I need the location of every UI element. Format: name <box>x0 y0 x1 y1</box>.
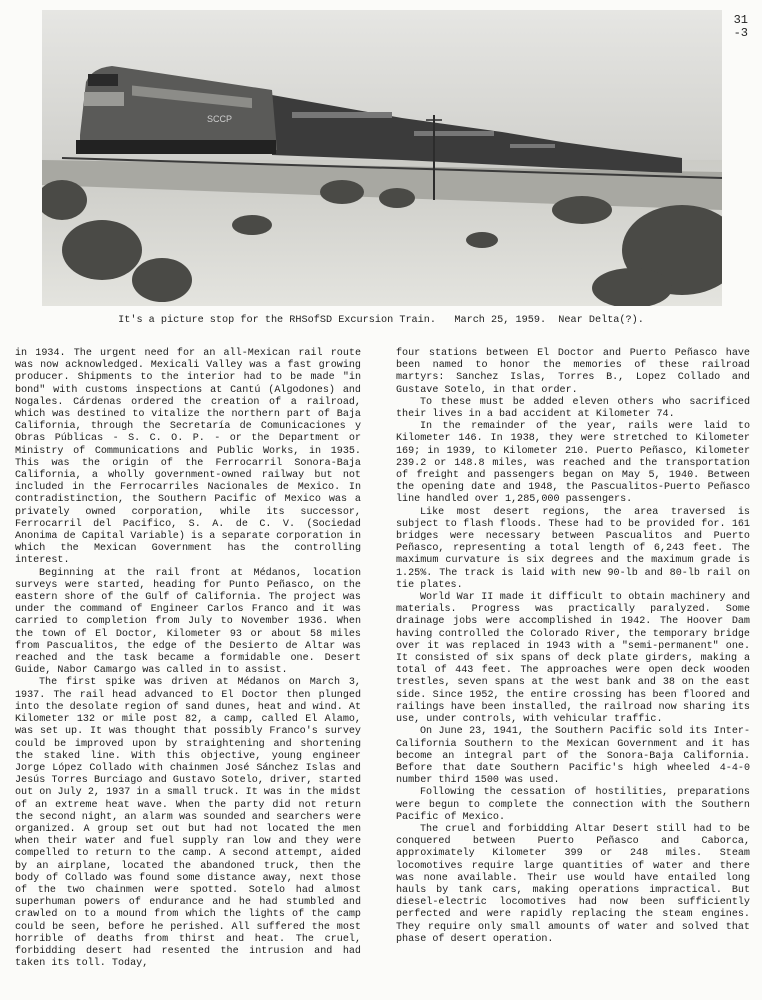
page-number <box>734 14 748 40</box>
photo-caption: It's a picture stop for the RHSofSD Excursion Train. March 25, 1959. Near Delta(?). <box>118 315 644 326</box>
right-paragraph-3: In the remainder of the year, rails were laid to Kilometer 146. In 1938, they were stretched to Kilometer 169; in 1939, to Kilometer 210. Puerto Peñasco, Kilometer 239.2 or 148.8 miles, was reached and the transportation of freight and passengers began on May 5, 1940. Between the opening date and 1948, the Pascualitos-Puerto Peñasco line handled over 1,285,000 passengers. <box>396 421 750 506</box>
right-paragraph-1: four stations between El Doctor and Puerto Peñasco have been named to honor the memories of these railroad martyrs: Sanchez Islas, Torres B., Lopez Collado and Gustave Sotelo, in that order. <box>396 348 750 396</box>
locomotive-label: SCCP <box>207 114 233 124</box>
left-paragraph-3: The first spike was driven at Médanos on March 3, 1937. The rail head advanced to El Doctor then plunged into the desolate region of sand dunes, heat and wind. At Kilometer 132 or mile post 82, a camp, called El Alamo, was set up. It was thought that possibly Franco's survey could be improved upon by straightening and shortening the staked line. With this objective, young engineer Jorge López Collado with chainmen José Sánchez Islas and Jesús Torres Burciago and Gustavo Sotelo, driver, started out on July 2, 1937 in a small truck. It was in the midst of an extreme heat wave. When the party did not return the second night, an alarm was sounded and searchers were organized. A group set out but had not located the men when their water and fuel supply ran low and they were compelled to return to the camp. A second attempt, aided by an airplane, located the abandoned truck, then the body of Collado was found some distance away, next those of the two chainmen were spotted. Sotelo had almost superhuman powers of endurance and he had stumbled and crawled on to a mound from which the lights of the camp could be seen, before he perished. All suffered the most horrible of deaths from thirst and heat. The cruel, forbidding desert had resented the intrusion and had taken its toll. Today, <box>15 677 361 970</box>
right-paragraph-7: Following the cessation of hostilities, preparations were begun to complete the connection with the Southern Pacific of Mexico. <box>396 787 750 823</box>
left-paragraph-1: in 1934. The urgent need for an all-Mexican rail route was now acknowledged. Mexicali Valley was a fast growing producer. Shipments to the interior had to be made "in bond" with customs inspections at Cantú (Algodones) and Nogales. Cárdenas ordered the creation of a railroad, which was destined to vitalize the northern part of Baja California, through the Secretaría de Comunicaciones y Obras Públicas - S. C. O. P. - or the Department or Ministry of Communications and Public Works, in 1935. This was the origin of the Ferrocarril Sonora-Baja California, a wholly government-owned railway but not included in the Ferrocarriles Nacionales de Mexico. In contradistinction, the Southern Pacific of Mexico was a privately owned corporation, while its successor, Ferrocarril del Pacifico, S. A. de C. V. (Sociedad Anonima de Capital Variable) is a separate corporation in which the Mexican Government has the controlling interest. <box>15 348 361 567</box>
train-photo <box>42 10 722 306</box>
page-number-main: 31 <box>733 13 748 27</box>
right-column <box>396 348 750 946</box>
right-paragraph-8: The cruel and forbidding Altar Desert still had to be conquered between Puerto Peñasco and Caborca, approximately Kilometer 399 or 248 miles. Steam locomotives require large quantities of water and there was none available. Their use would have entailed long hauls by tank cars, making operations impractical. But diesel-electric locomotives had now been sufficiently perfected and were rapidly replacing the steam engines. They require only small amounts of water and solved that phase of desert operation. <box>396 823 750 945</box>
right-paragraph-6: On June 23, 1941, the Southern Pacific sold its Inter-California Southern to the Mexican Government and it has become an integral part of the Sonora-Baja California. Before that date Southern Pacific's high wheeled 4-4-0 number third 1500 was used. <box>396 726 750 787</box>
left-column <box>15 348 361 970</box>
right-paragraph-2: To these must be added eleven others who sacrificed their lives in a bad accident at Kilometer 74. <box>396 396 750 421</box>
left-paragraph-2: Beginning at the rail front at Médanos, location surveys were started, heading for Punto Peñasco, on the eastern shore of the Gulf of California. The project was under the command of Engineer Carlos Franco and it was carried to completion from July to November 1936. When the town of El Doctor, Kilometer 93 or about 58 miles from Pascualitos, the edge of the Desierto de Altar was reached and the task became a formidable one. Desert Guide, Nabor Camargo was called in to assist. <box>15 567 361 677</box>
right-paragraph-5: World War II made it difficult to obtain machinery and materials. Progress was practically paralyzed. Some drainage jobs were accomplished in 1942. The Hoover Dam having controlled the Colorado River, the temporary bridge over it was replaced in 1943 with a "semi-permanent" one. It consisted of six spans of deck plate girders, making a total of 443 feet. The approaches were open deck wooden trestles, seven spans at the west bank and 38 on the east side. Since 1952, the entire crossing has been floored and railings have been installed, the railroad now sharing its use, under controls, with vehicular traffic. <box>396 592 750 726</box>
page-number-sub: -3 <box>733 26 748 40</box>
train-photo-drawing <box>42 10 722 306</box>
right-paragraph-4: Like most desert regions, the area traversed is subject to flash floods. These had to be provided for. 161 bridges were necessary between Pascualitos and Puerto Peñasco, representing a total length of 6,243 feet. The maximum curvature is six degrees and the maximum grade is 1.25%. The track is laid with new 90-lb and 80-lb rail on tie plates. <box>396 506 750 591</box>
